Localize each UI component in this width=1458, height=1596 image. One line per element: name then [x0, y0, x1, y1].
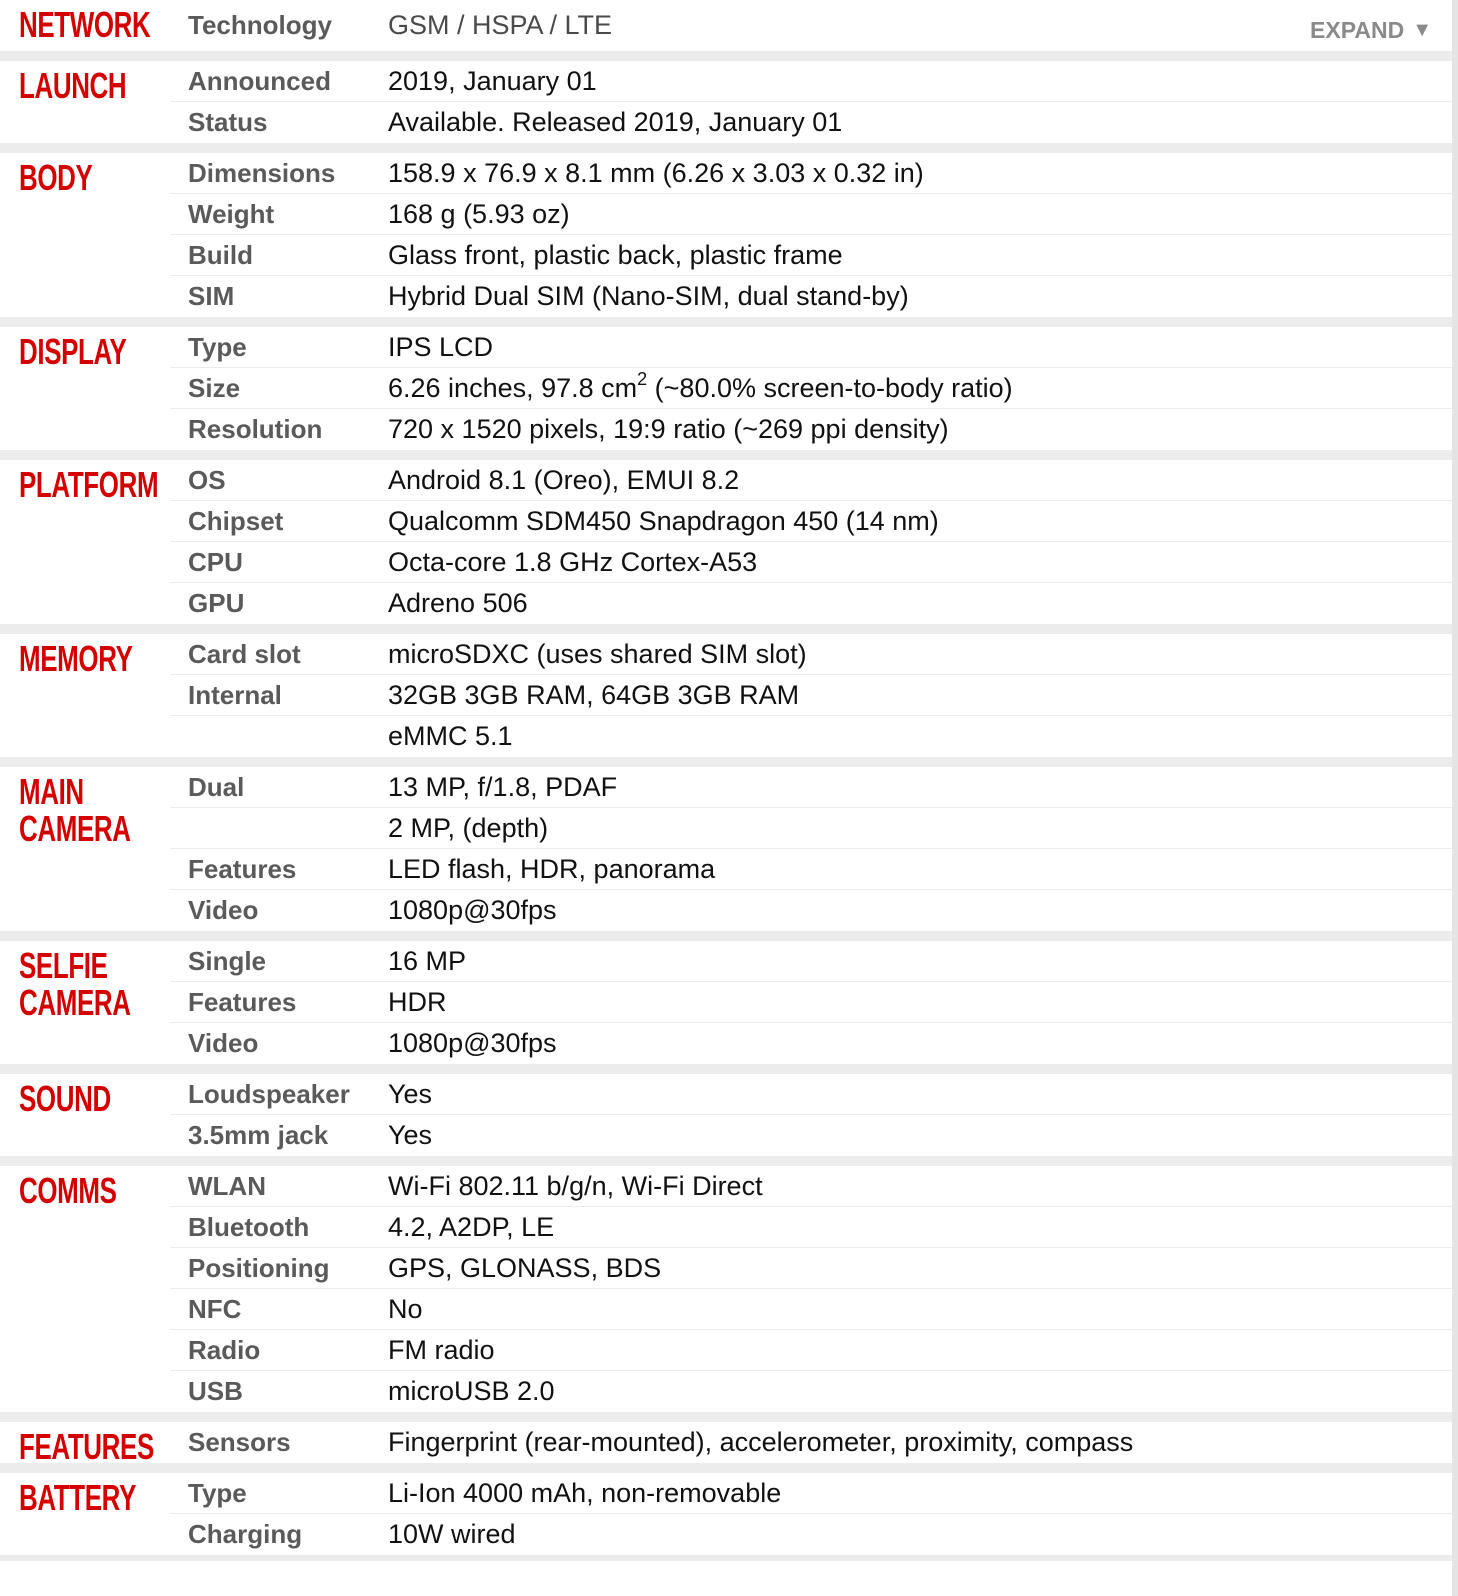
spec-value: Yes	[388, 1078, 433, 1109]
spec-label[interactable]: USB	[188, 1376, 243, 1406]
spec-label[interactable]: Weight	[188, 198, 275, 229]
spec-value	[386, 368, 1013, 404]
spec-section	[0, 327, 1452, 460]
spec-section	[0, 61, 1452, 153]
spec-section	[0, 1422, 1452, 1473]
spec-row	[170, 0, 1452, 51]
spec-row	[170, 634, 1452, 675]
spec-value: 4.2, A2DP, LE	[388, 1211, 555, 1242]
spec-value: HDR	[388, 986, 447, 1017]
spec-section	[0, 1166, 1452, 1422]
spec-label[interactable]: 3.5mm jack	[188, 1120, 329, 1150]
spec-value: Li-Ion 4000 mAh, non-removable	[388, 1477, 782, 1508]
category-title[interactable]: LAUNCH	[19, 65, 127, 106]
spec-value: Qualcomm SDM450 Snapdragon 450 (14 nm)	[388, 505, 939, 536]
spec-value: Hybrid Dual SIM (Nano-SIM, dual stand-by)	[388, 281, 909, 311]
spec-section	[0, 460, 1452, 634]
spec-label[interactable]: WLAN	[188, 1170, 266, 1201]
spec-value: GPS, GLONASS, BDS	[388, 1252, 662, 1283]
spec-value-text: (~80.0% screen-to-body ratio)	[647, 372, 1013, 403]
spec-section	[0, 767, 1452, 941]
spec-row	[170, 1289, 1452, 1330]
spec-section	[0, 1473, 1452, 1561]
spec-label[interactable]: Dimensions	[188, 157, 336, 188]
expand-label: EXPAND	[1310, 17, 1405, 43]
spec-label[interactable]: Resolution	[188, 414, 323, 444]
category-title[interactable]: SOUND	[19, 1078, 111, 1119]
category-title[interactable]: FEATURES	[19, 1426, 154, 1467]
category-title[interactable]: SELFIE CAMERA	[19, 945, 131, 1023]
spec-row	[170, 1371, 1452, 1412]
spec-row	[170, 1023, 1452, 1064]
spec-value: 10W wired	[388, 1519, 516, 1549]
spec-value: 1080p@30fps	[388, 895, 557, 925]
spec-row	[170, 849, 1452, 890]
spec-label[interactable]: Bluetooth	[188, 1211, 310, 1242]
spec-value: Yes	[388, 1120, 433, 1150]
spec-row	[170, 1473, 1452, 1514]
spec-section	[0, 153, 1452, 327]
spec-row	[170, 1207, 1452, 1248]
spec-section	[0, 0, 1452, 61]
spec-value: Octa-core 1.8 GHz Cortex-A53	[388, 546, 758, 577]
spec-value: Glass front, plastic back, plastic frame	[388, 239, 843, 270]
spec-label[interactable]: Features	[188, 986, 297, 1017]
spec-row	[170, 808, 1452, 849]
spec-value-text: 6.26 inches, 97.8 cm	[388, 372, 638, 403]
superscript: 2	[637, 368, 648, 389]
spec-label[interactable]: Internal	[188, 679, 282, 710]
spec-section	[0, 1074, 1452, 1166]
spec-row	[170, 460, 1452, 501]
spec-label[interactable]: Card slot	[188, 638, 301, 669]
spec-row	[170, 1074, 1452, 1115]
spec-row	[170, 716, 1452, 757]
spec-row	[170, 982, 1452, 1023]
category-title[interactable]: BODY	[19, 157, 93, 198]
spec-label[interactable]: Type	[188, 331, 247, 362]
scrollbar-edge	[1452, 0, 1458, 1596]
category-title[interactable]: BATTERY	[19, 1477, 136, 1518]
spec-value: eMMC 5.1	[388, 721, 513, 751]
spec-row	[170, 327, 1452, 368]
spec-row	[170, 542, 1452, 583]
spec-value: microSDXC (uses shared SIM slot)	[388, 638, 807, 669]
triangle-down-icon: ▼	[1412, 19, 1432, 41]
spec-value: 13 MP, f/1.8, PDAF	[388, 771, 618, 802]
spec-row	[170, 153, 1452, 194]
spec-value: 720 x 1520 pixels, 19:9 ratio (~269 ppi density)	[388, 414, 949, 444]
spec-value: IPS LCD	[388, 331, 494, 362]
spec-row	[170, 235, 1452, 276]
spec-row	[170, 368, 1452, 409]
category-title[interactable]: MEMORY	[19, 638, 133, 679]
spec-label[interactable]: SIM	[188, 281, 235, 311]
category-title[interactable]: COMMS	[19, 1170, 117, 1211]
spec-value: Available. Released 2019, January 01	[388, 107, 843, 137]
category-title[interactable]: MAIN CAMERA	[19, 771, 131, 849]
category-title[interactable]: PLATFORM	[19, 464, 159, 505]
spec-value: No	[388, 1293, 423, 1324]
spec-value: 32GB 3GB RAM, 64GB 3GB RAM	[388, 679, 800, 710]
spec-label[interactable]: Sensors	[188, 1427, 291, 1457]
spec-row	[170, 61, 1452, 102]
spec-value: microUSB 2.0	[388, 1376, 555, 1406]
spec-row	[170, 409, 1452, 450]
spec-label[interactable]: Loudspeaker	[188, 1078, 350, 1109]
spec-section	[0, 941, 1452, 1074]
spec-label[interactable]: Technology	[188, 10, 332, 40]
spec-row	[170, 675, 1452, 716]
spec-value: Fingerprint (rear-mounted), accelerometer, proximity, compass	[388, 1427, 1134, 1457]
spec-row	[170, 1514, 1452, 1555]
spec-value: 1080p@30fps	[388, 1028, 557, 1058]
spec-label[interactable]: Single	[188, 945, 267, 976]
spec-row	[170, 276, 1452, 317]
spec-label[interactable]: Positioning	[188, 1252, 330, 1283]
spec-label[interactable]: Charging	[188, 1519, 303, 1549]
category-title[interactable]: NETWORK	[19, 4, 151, 45]
spec-value: Adreno 506	[388, 588, 528, 618]
spec-value: LED flash, HDR, panorama	[388, 853, 716, 884]
spec-value: 158.9 x 76.9 x 8.1 mm (6.26 x 3.03 x 0.32 in)	[388, 157, 924, 188]
spec-label[interactable]: Radio	[188, 1334, 261, 1365]
spec-label[interactable]: Chipset	[188, 505, 284, 536]
spec-section	[0, 634, 1452, 767]
spec-value: 16 MP	[388, 945, 467, 976]
spec-label[interactable]: OS	[188, 464, 226, 495]
spec-row	[170, 194, 1452, 235]
spec-row	[170, 1330, 1452, 1371]
spec-label[interactable]: Video	[188, 895, 259, 925]
spec-label[interactable]: Size	[188, 372, 241, 403]
spec-value: FM radio	[388, 1334, 495, 1365]
spec-row	[170, 941, 1452, 982]
expand-button[interactable]	[1310, 17, 1432, 44]
spec-label[interactable]: Status	[188, 107, 268, 137]
spec-value: 2 MP, (depth)	[388, 812, 549, 843]
spec-row	[170, 1115, 1452, 1156]
category-title[interactable]: DISPLAY	[19, 331, 127, 372]
spec-label[interactable]: Announced	[188, 65, 331, 96]
spec-value: GSM / HSPA / LTE	[388, 10, 613, 40]
spec-row	[170, 890, 1452, 931]
spec-value: 168 g (5.93 oz)	[388, 198, 570, 229]
spec-row	[170, 1422, 1452, 1463]
spec-label[interactable]: Dual	[188, 771, 245, 802]
spec-value: Wi-Fi 802.11 b/g/n, Wi-Fi Direct	[388, 1170, 763, 1201]
spec-row	[170, 767, 1452, 808]
spec-value: 2019, January 01	[388, 65, 597, 96]
spec-label[interactable]: NFC	[188, 1293, 242, 1324]
spec-row	[170, 501, 1452, 542]
spec-label[interactable]: CPU	[188, 546, 243, 577]
spec-row	[170, 1248, 1452, 1289]
spec-row	[170, 583, 1452, 624]
spec-label[interactable]: GPU	[188, 588, 245, 618]
spec-label[interactable]: Type	[188, 1477, 247, 1508]
spec-label[interactable]: Features	[188, 853, 297, 884]
spec-row	[170, 102, 1452, 143]
spec-row	[170, 1166, 1452, 1207]
spec-label[interactable]: Build	[188, 239, 253, 270]
spec-label[interactable]: Video	[188, 1028, 259, 1058]
spec-value: Android 8.1 (Oreo), EMUI 8.2	[388, 464, 740, 495]
